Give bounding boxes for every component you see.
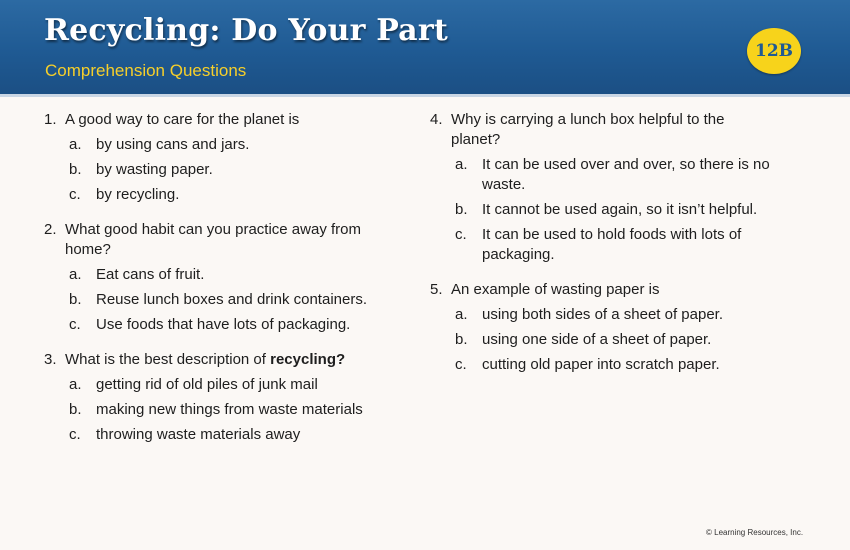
question-number: 3.: [44, 351, 57, 368]
answer-option: [455, 330, 775, 350]
option-letter: b.: [69, 401, 82, 418]
answer-option: [69, 135, 389, 155]
option-text: making new things from waste materials: [96, 401, 363, 418]
question-number: 4.: [430, 111, 443, 128]
question-text-bold: recycling?: [270, 351, 346, 368]
option-text: cutting old paper into scratch paper.: [482, 356, 720, 373]
option-text: Eat cans of fruit.: [96, 266, 205, 283]
answer-option: [455, 155, 775, 195]
option-letter: c.: [455, 356, 467, 373]
option-letter: c.: [69, 186, 81, 203]
answer-option: [455, 200, 775, 220]
option-letter: c.: [69, 426, 81, 443]
option-letter: a.: [69, 136, 82, 153]
copyright-notice: © Learning Resources, Inc.: [706, 528, 804, 537]
question-3: [44, 350, 389, 445]
question-text: [65, 350, 389, 370]
option-text: It cannot be used again, so it isn’t helpful.: [482, 201, 758, 218]
question-text-plain: What is the best description of: [65, 351, 271, 368]
left-column: [44, 110, 389, 445]
option-text: using both sides of a sheet of paper.: [482, 306, 724, 323]
answer-options: [451, 155, 775, 265]
question-number: 1.: [44, 111, 57, 128]
option-text: using one side of a sheet of paper.: [482, 331, 712, 348]
question-text: A good way to care for the planet is: [65, 111, 300, 128]
question-4: [430, 110, 775, 265]
card-number-badge: [747, 28, 801, 74]
option-letter: a.: [69, 376, 82, 393]
option-letter: b.: [69, 161, 82, 178]
answer-options: [65, 265, 389, 335]
option-text: It can be used over and over, so there is no waste.: [482, 156, 770, 193]
question-text: What good habit can you practice away from home?: [65, 221, 361, 258]
question-5: [430, 280, 775, 375]
card-header: [0, 0, 850, 97]
question-text: An example of wasting paper is: [451, 281, 660, 298]
answer-option: [69, 375, 389, 395]
option-text: Use foods that have lots of packaging.: [96, 316, 351, 333]
answer-options: [65, 135, 389, 205]
option-letter: a.: [455, 156, 468, 173]
option-text: by recycling.: [96, 186, 180, 203]
option-letter: b.: [455, 331, 468, 348]
option-letter: c.: [69, 316, 81, 333]
option-letter: a.: [455, 306, 468, 323]
option-text: by wasting paper.: [96, 161, 213, 178]
answer-option: [455, 355, 775, 375]
option-letter: b.: [455, 201, 468, 218]
option-letter: c.: [455, 226, 467, 243]
answer-option: [455, 225, 775, 265]
option-text: getting rid of old piles of junk mail: [96, 376, 318, 393]
option-letter: a.: [69, 266, 82, 283]
answer-option: [69, 400, 389, 420]
answer-option: [69, 290, 389, 310]
option-letter: b.: [69, 291, 82, 308]
card-subtitle: Comprehension Questions: [45, 61, 247, 80]
answer-options: [65, 375, 389, 445]
answer-options: [451, 305, 775, 375]
option-text: throwing waste materials away: [96, 426, 301, 443]
question-1: [44, 110, 389, 205]
right-column: [430, 110, 775, 375]
option-text: Reuse lunch boxes and drink containers.: [96, 291, 367, 308]
question-number: 2.: [44, 221, 57, 238]
answer-option: [69, 315, 389, 335]
question-text: Why is carrying a lunch box helpful to the planet?: [451, 111, 725, 148]
answer-option: [69, 185, 389, 205]
card-title: Recycling: Do Your Part: [44, 13, 448, 48]
question-2: [44, 220, 389, 335]
answer-option: [69, 265, 389, 285]
option-text: It can be used to hold foods with lots of packaging.: [482, 226, 742, 263]
question-number: 5.: [430, 281, 443, 298]
answer-option: [69, 160, 389, 180]
badge-label: 12B: [754, 41, 794, 61]
answer-option: [455, 305, 775, 325]
option-text: by using cans and jars.: [96, 136, 250, 153]
answer-option: [69, 425, 389, 445]
